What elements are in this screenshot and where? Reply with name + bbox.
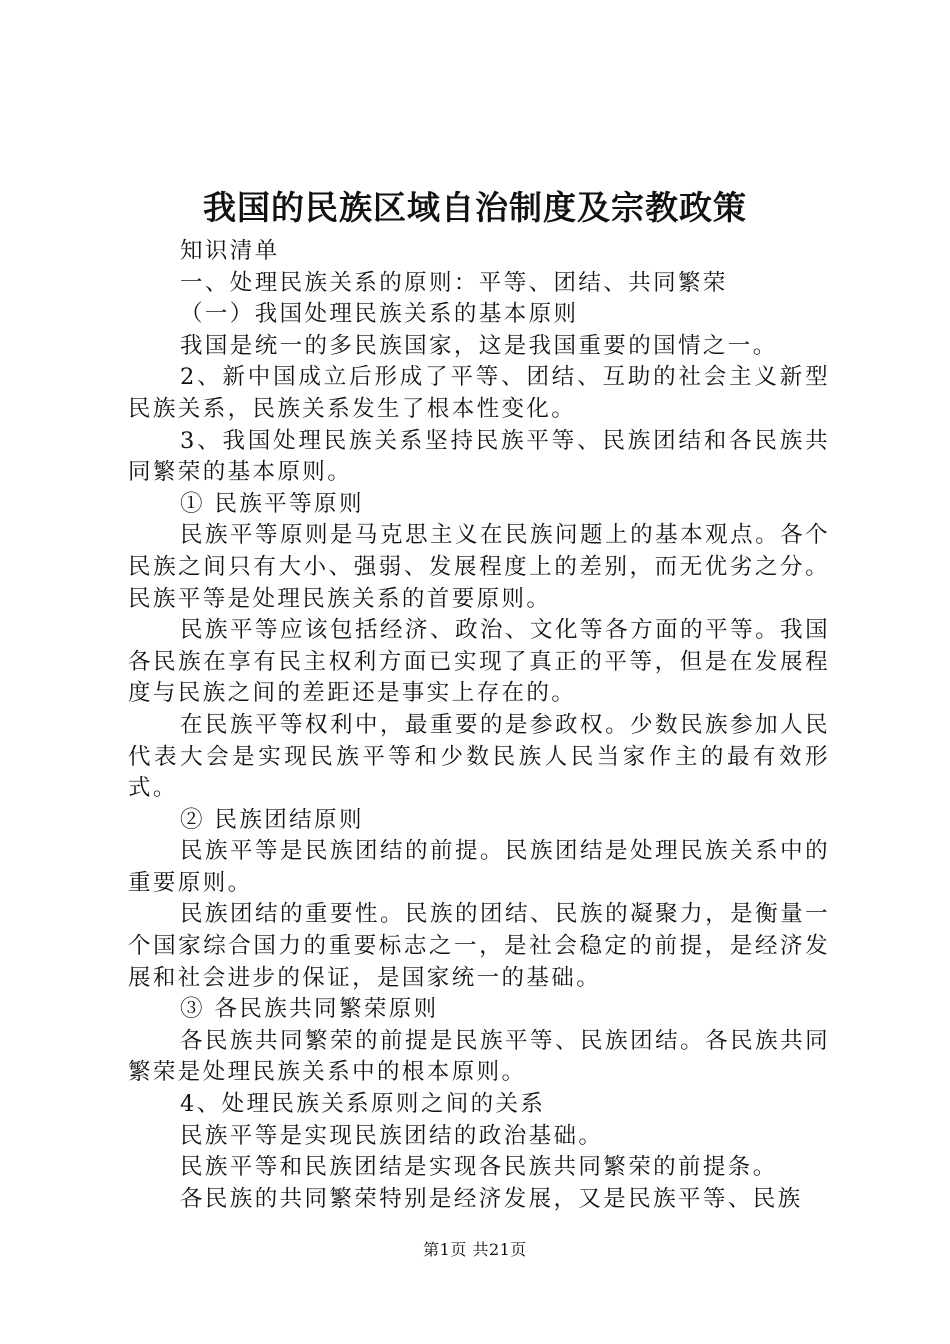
paragraph: 民族团结的重要性。民族的团结、民族的凝聚力，是衡量一个国家综合国力的重要标志之一，是社会稳定的前提，是经济发展和社会进步的保证，是国家统一的基础。 xyxy=(128,901,830,991)
document-body xyxy=(128,236,830,1215)
paragraph: 我国是统一的多民族国家，这是我国重要的国情之一。 xyxy=(180,332,778,359)
paragraph: ③ 各民族共同繁荣原则 xyxy=(180,996,439,1023)
paragraph: 民族平等和民族团结是实现各民族共同繁荣的前提条。 xyxy=(180,1154,778,1181)
paragraph: 4、处理民族关系原则之间的关系 xyxy=(180,1091,546,1118)
paragraph: 在民族平等权利中，最重要的是参政权。少数民族参加人民代表大会是实现民族平等和少数民族人民当家作主的最有效形式。 xyxy=(128,711,830,802)
paragraph: 民族平等是民族团结的前提。民族团结是处理民族关系中的重要原则。 xyxy=(128,838,830,896)
paragraph: 各民族共同繁荣的前提是民族平等、民族团结。各民族共同繁荣是处理民族关系中的根本原则。 xyxy=(128,1027,830,1086)
paragraph: （一）我国处理民族关系的基本原则 xyxy=(180,301,579,328)
paragraph: 各民族的共同繁荣特别是经济发展，又是民族平等、民族 xyxy=(180,1185,803,1212)
document-title: 我国的民族区域自治制度及宗教政策 xyxy=(203,188,747,227)
paragraph: 民族平等是实现民族团结的政治基础。 xyxy=(180,1122,604,1149)
paragraph: 知识清单 xyxy=(180,238,280,264)
paragraph: ① 民族平等原则 xyxy=(180,490,364,517)
paragraph: 民族平等原则是马克思主义在民族问题上的基本观点。各个民族之间只有大小、强弱、发展程度上的差别，而无优劣之分。民族平等是处理民族关系的首要原则。 xyxy=(128,522,830,612)
paragraph: 3、我国处理民族关系坚持民族平等、民族团结和各民族共同繁荣的基本原则。 xyxy=(128,427,830,486)
page-number-footer: 第1页 共21页 xyxy=(423,1240,527,1259)
paragraph: ② 民族团结原则 xyxy=(180,806,364,833)
paragraph: 2、新中国成立后形成了平等、团结、互助的社会主义新型民族关系，民族关系发生了根本性变化。 xyxy=(128,364,830,422)
paragraph: 民族平等应该包括经济、政治、文化等各方面的平等。我国各民族在享有民主权利方面已实现了真正的平等，但是在发展程度与民族之间的差距还是事实上存在的。 xyxy=(128,617,830,707)
paragraph: 一、处理民族关系的原则：平等、团结、共同繁荣 xyxy=(180,269,728,296)
